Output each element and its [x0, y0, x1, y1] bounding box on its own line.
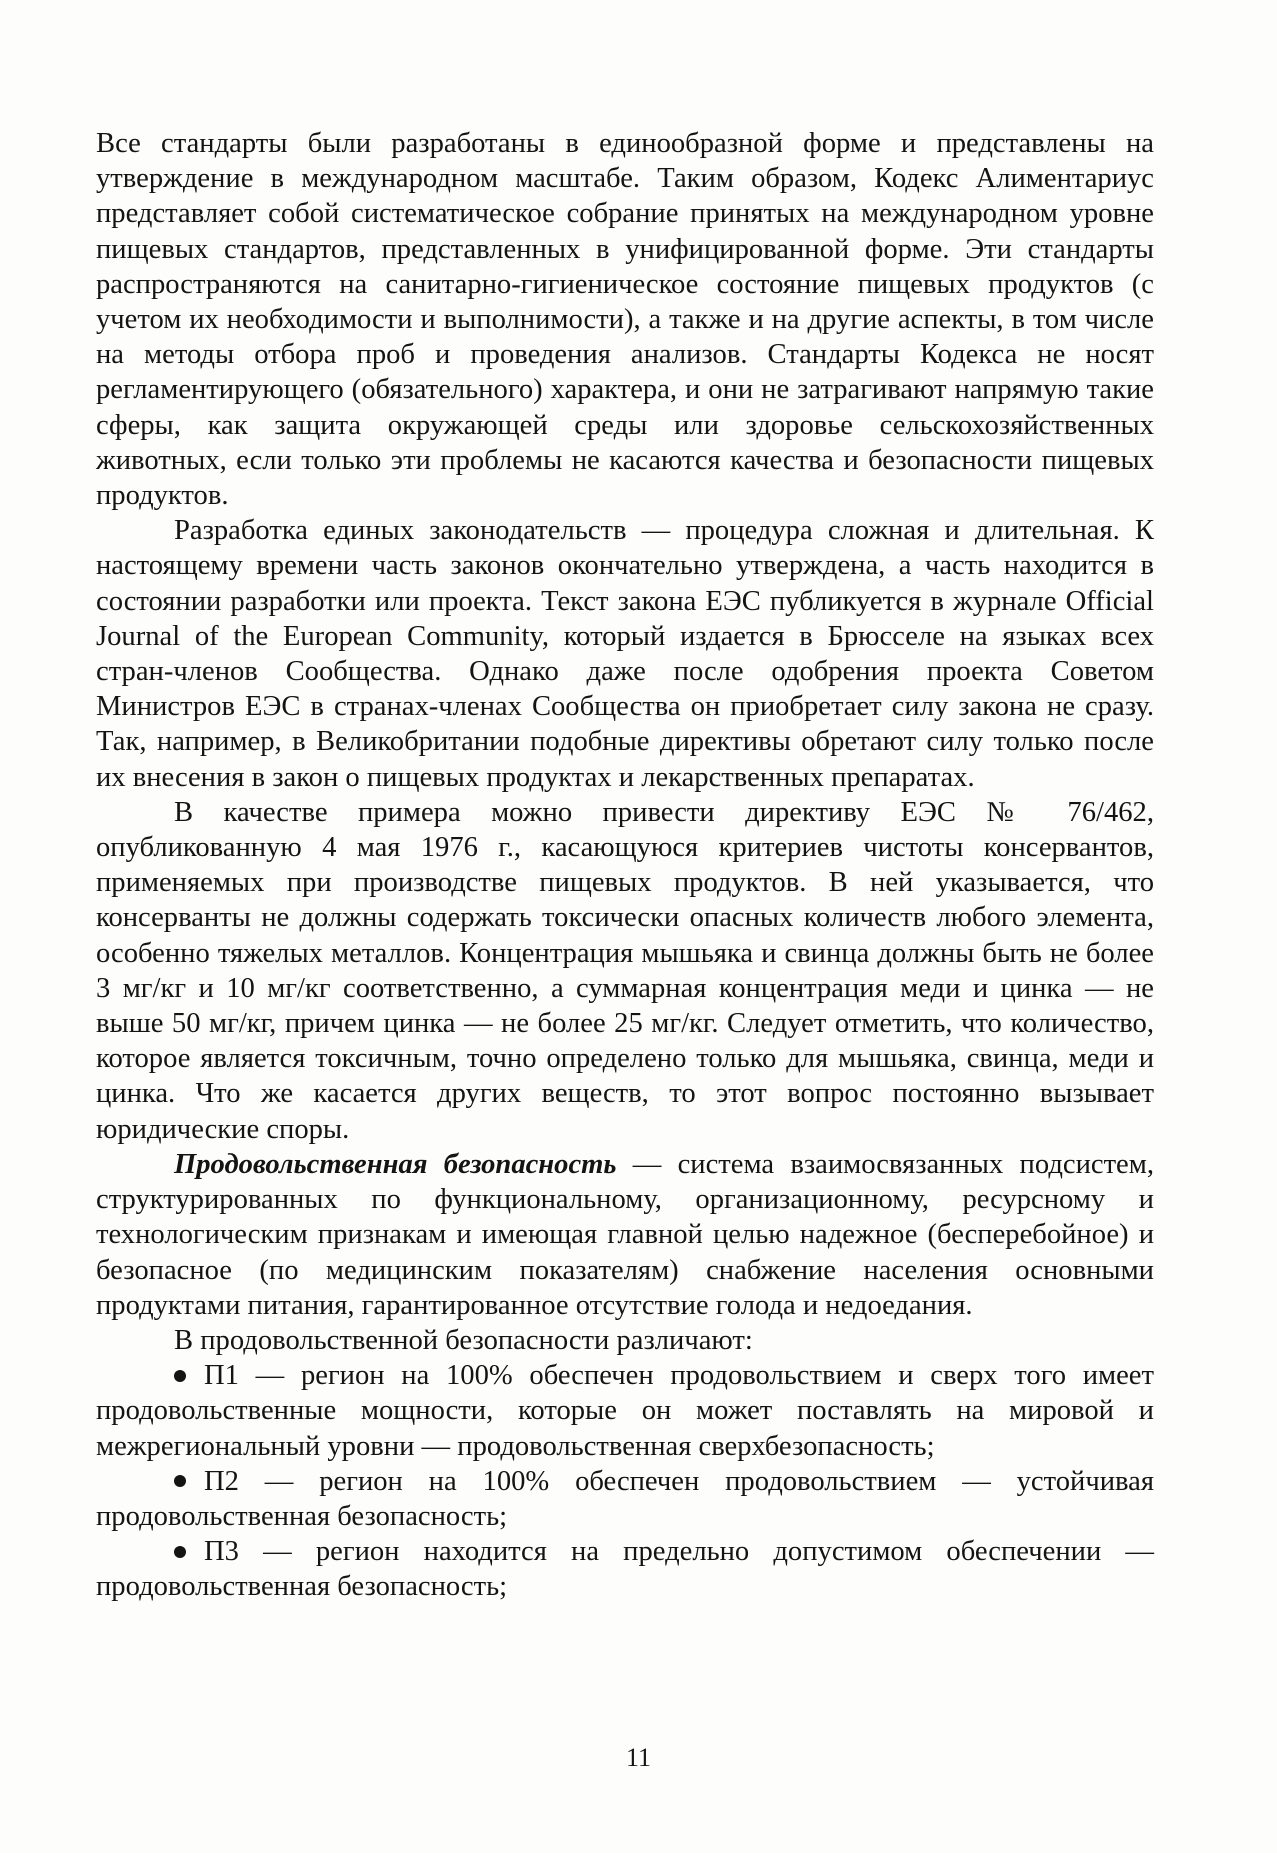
paragraph-food-security-definition [96, 1147, 1154, 1323]
defined-term: Продовольственная безопасность [174, 1148, 617, 1180]
definition-text: — система взаимосвязанных подсистем, структурированных по функциональному, организационному, ресурсному и технологическим признакам и имеющая главной целью надежное (бесперебойное) и безопасное (по медицинским показателям) снабжение населения основными продуктами питания, гарантированное отсутствие голода и недоедания. [96, 1148, 1154, 1321]
list-item-text: П1 — регион на 100% обеспечен продовольствием и сверх того имеет продовольственные мощности, которые он может поставлять на мировой и межрегиональный уровни — продовольственная сверхбезопасность; [96, 1360, 1154, 1462]
bullet-icon [174, 1475, 186, 1487]
list-item [96, 1358, 1154, 1464]
paragraph-eec-directive-example: В качестве примера можно привести директиву ЕЭС № 76/462, опубликованную 4 мая 1976 г., касающуюся критериев чистоты консервантов, применяемых при производстве пищевых продуктов. В ней указывается, что консерванты не должны содержать токсически опасных количеств любого элемента, особенно тяжелых металлов. Концентрация мышьяка и свинца должны быть не более 3 мг/кг и 10 мг/кг соответственно, а суммарная концентрация меди и цинка — не выше 50 мг/кг, причем цинка — не более 25 мг/кг. Следует отметить, что количество, которое является токсичным, точно определено только для мышьяка, свинца, меди и цинка. Что же касается других веществ, то этот вопрос постоянно вызывает юридические споры. [96, 796, 1154, 1145]
list-intro: В продовольственной безопасности различают: [174, 1324, 753, 1356]
list-item [96, 1534, 1154, 1604]
paragraph-unified-legislation: Разработка единых законодательств — процедура сложная и длительная. К настоящему времени часть законов окончательно утверждена, а часть находится в состоянии разработки или проекта. Текст закона ЕЭС публикуется в журнале Official Journal of the European Community, который издается в Брюсселе на языках всех стран-членов Сообщества. Однако даже после одобрения проекта Советом Министров ЕЭС в странах-членах Сообщества он приобретает силу закона не сразу. Так, например, в Великобритании подобные директивы обретают силу только после их внесения в закон о пищевых продуктах и лекарственных препаратах. [96, 515, 1154, 793]
list-item-text: П3 — регион находится на предельно допустимом обеспечении — продовольственная безопасность; [96, 1536, 1154, 1603]
list-item [96, 1464, 1154, 1534]
paragraph-codex-standards: Все стандарты были разработаны в единообразной форме и представлены на утверждение в международном масштабе. Таким образом, Кодекс Алиментариус представляет собой систематическое собрание принятых на международном уровне пищевых стандартов, представленных в унифицированной форме. Эти стандарты распространяются на санитарно-гигиеническое состояние пищевых продуктов (с учетом их необходимости и выполнимости), а также и на другие аспекты, в том числе на методы отбора проб и проведения анализов. Стандарты Кодекса не носят регламентирующего (обязательного) характера, и они не затрагивают напрямую такие сферы, как защита окружающей среды или здоровье сельскохозяйственных животных, если только эти проблемы не касаются качества и безопасности пищевых продуктов. [96, 128, 1154, 512]
page-body [96, 126, 1154, 1605]
bullet-icon [174, 1370, 186, 1382]
list-item-text: П2 — регион на 100% обеспечен продовольствием — устойчивая продовольственная безопасность; [96, 1465, 1154, 1532]
bullet-icon [174, 1546, 186, 1558]
page-number: 11 [625, 1743, 652, 1772]
